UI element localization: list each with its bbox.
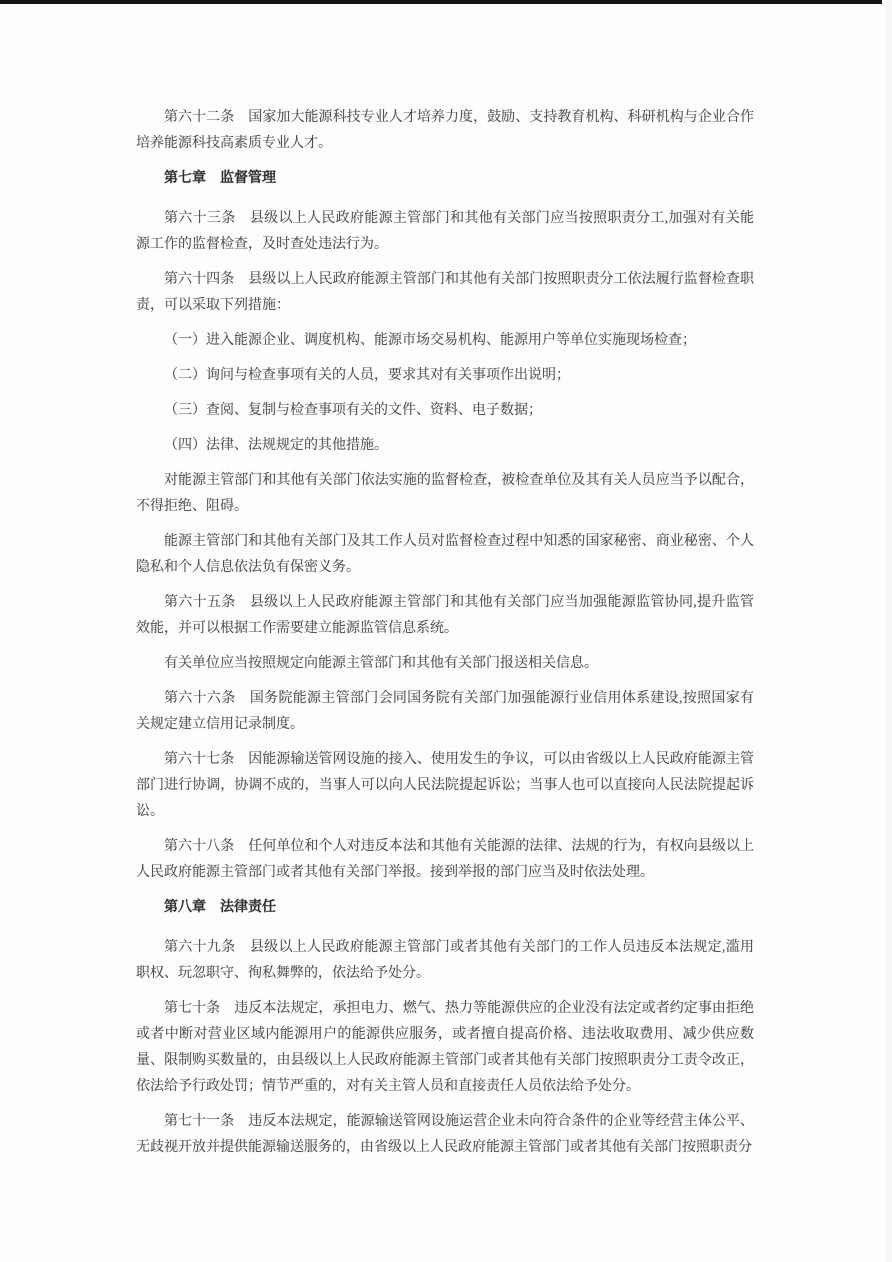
law-paragraph: 第六十四条 县级以上人民政府能源主管部门和其他有关部门按照职责分工依法履行监督检查职责，可以采取下列措施： xyxy=(136,272,754,313)
chapter-heading: 第七章 监督管理 xyxy=(164,171,276,186)
law-paragraph: 对能源主管部门和其他有关部门依法实施的监督检查，被检查单位及其有关人员应当予以配合，不得拒绝、阻碍。 xyxy=(136,473,754,514)
chapter-heading: 第八章 法律责任 xyxy=(164,900,276,915)
law-paragraph: （四）法律、法规规定的其他措施。 xyxy=(164,438,388,453)
law-paragraph: 第七十条 违反本法规定，承担电力、燃气、热力等能源供应的企业没有法定或者约定事由拒绝或者中断对营业区域内能源用户的能源供应服务，或者擅自提高价格、违法收取费用、减少供应数量、限制购买数量的，由县级以上人民政府能源主管部门或者其他有关部门按照职责分工责令改正，依法给予行政处罚；情节严重的，对有关主管人员和直接责任人员依法给予处分。 xyxy=(136,1001,754,1094)
law-paragraph: （三）查阅、复制与检查事项有关的文件、资料、电子数据； xyxy=(164,403,542,418)
law-paragraph: （二）询问与检查事项有关的人员，要求其对有关事项作出说明； xyxy=(164,368,570,383)
law-paragraph: 能源主管部门和其他有关部门及其工作人员对监督检查过程中知悉的国家秘密、商业秘密、个人隐私和个人信息依法负有保密义务。 xyxy=(136,534,754,575)
law-paragraph: 第六十八条 任何单位和个人对违反本法和其他有关能源的法律、法规的行为，有权向县级以上人民政府能源主管部门或者其他有关部门举报。接到举报的部门应当及时依法处理。 xyxy=(136,839,754,880)
law-text-content xyxy=(136,105,754,1170)
scan-top-edge-artifact xyxy=(0,0,882,4)
law-paragraph: 第六十二条 国家加大能源科技专业人才培养力度，鼓励、支持教育机构、科研机构与企业合作培养能源科技高素质专业人才。 xyxy=(136,110,754,151)
law-paragraph: 第六十九条 县级以上人民政府能源主管部门或者其他有关部门的工作人员违反本法规定,滥用职权、玩忽职守、徇私舞弊的，依法给予处分。 xyxy=(136,940,754,981)
law-paragraph: 第六十五条 县级以上人民政府能源主管部门和其他有关部门应当加强能源监管协同,提升监管效能，并可以根据工作需要建立能源监管信息系统。 xyxy=(136,595,754,636)
law-paragraph: 第七十一条 违反本法规定，能源输送管网设施运营企业未向符合条件的企业等经营主体公平、无歧视开放并提供能源输送服务的，由省级以上人民政府能源主管部门或者其他有关部门按照职责分 xyxy=(136,1114,754,1155)
law-paragraph: 第六十三条 县级以上人民政府能源主管部门和其他有关部门应当按照职责分工,加强对有关能源工作的监督检查，及时查处违法行为。 xyxy=(136,211,754,252)
law-paragraph: 第六十七条 因能源输送管网设施的接入、使用发生的争议，可以由省级以上人民政府能源主管部门进行协调，协调不成的，当事人可以向人民法院提起诉讼；当事人也可以直接向人民法院提起诉讼。 xyxy=(136,752,754,819)
law-paragraph: （一）进入能源企业、调度机构、能源市场交易机构、能源用户等单位实施现场检查； xyxy=(164,333,696,348)
scan-right-edge-artifact xyxy=(886,0,892,1262)
law-paragraph: 第六十六条 国务院能源主管部门会同国务院有关部门加强能源行业信用体系建设,按照国家有关规定建立信用记录制度。 xyxy=(136,691,754,732)
law-paragraph: 有关单位应当按照规定向能源主管部门和其他有关部门报送相关信息。 xyxy=(164,656,598,671)
